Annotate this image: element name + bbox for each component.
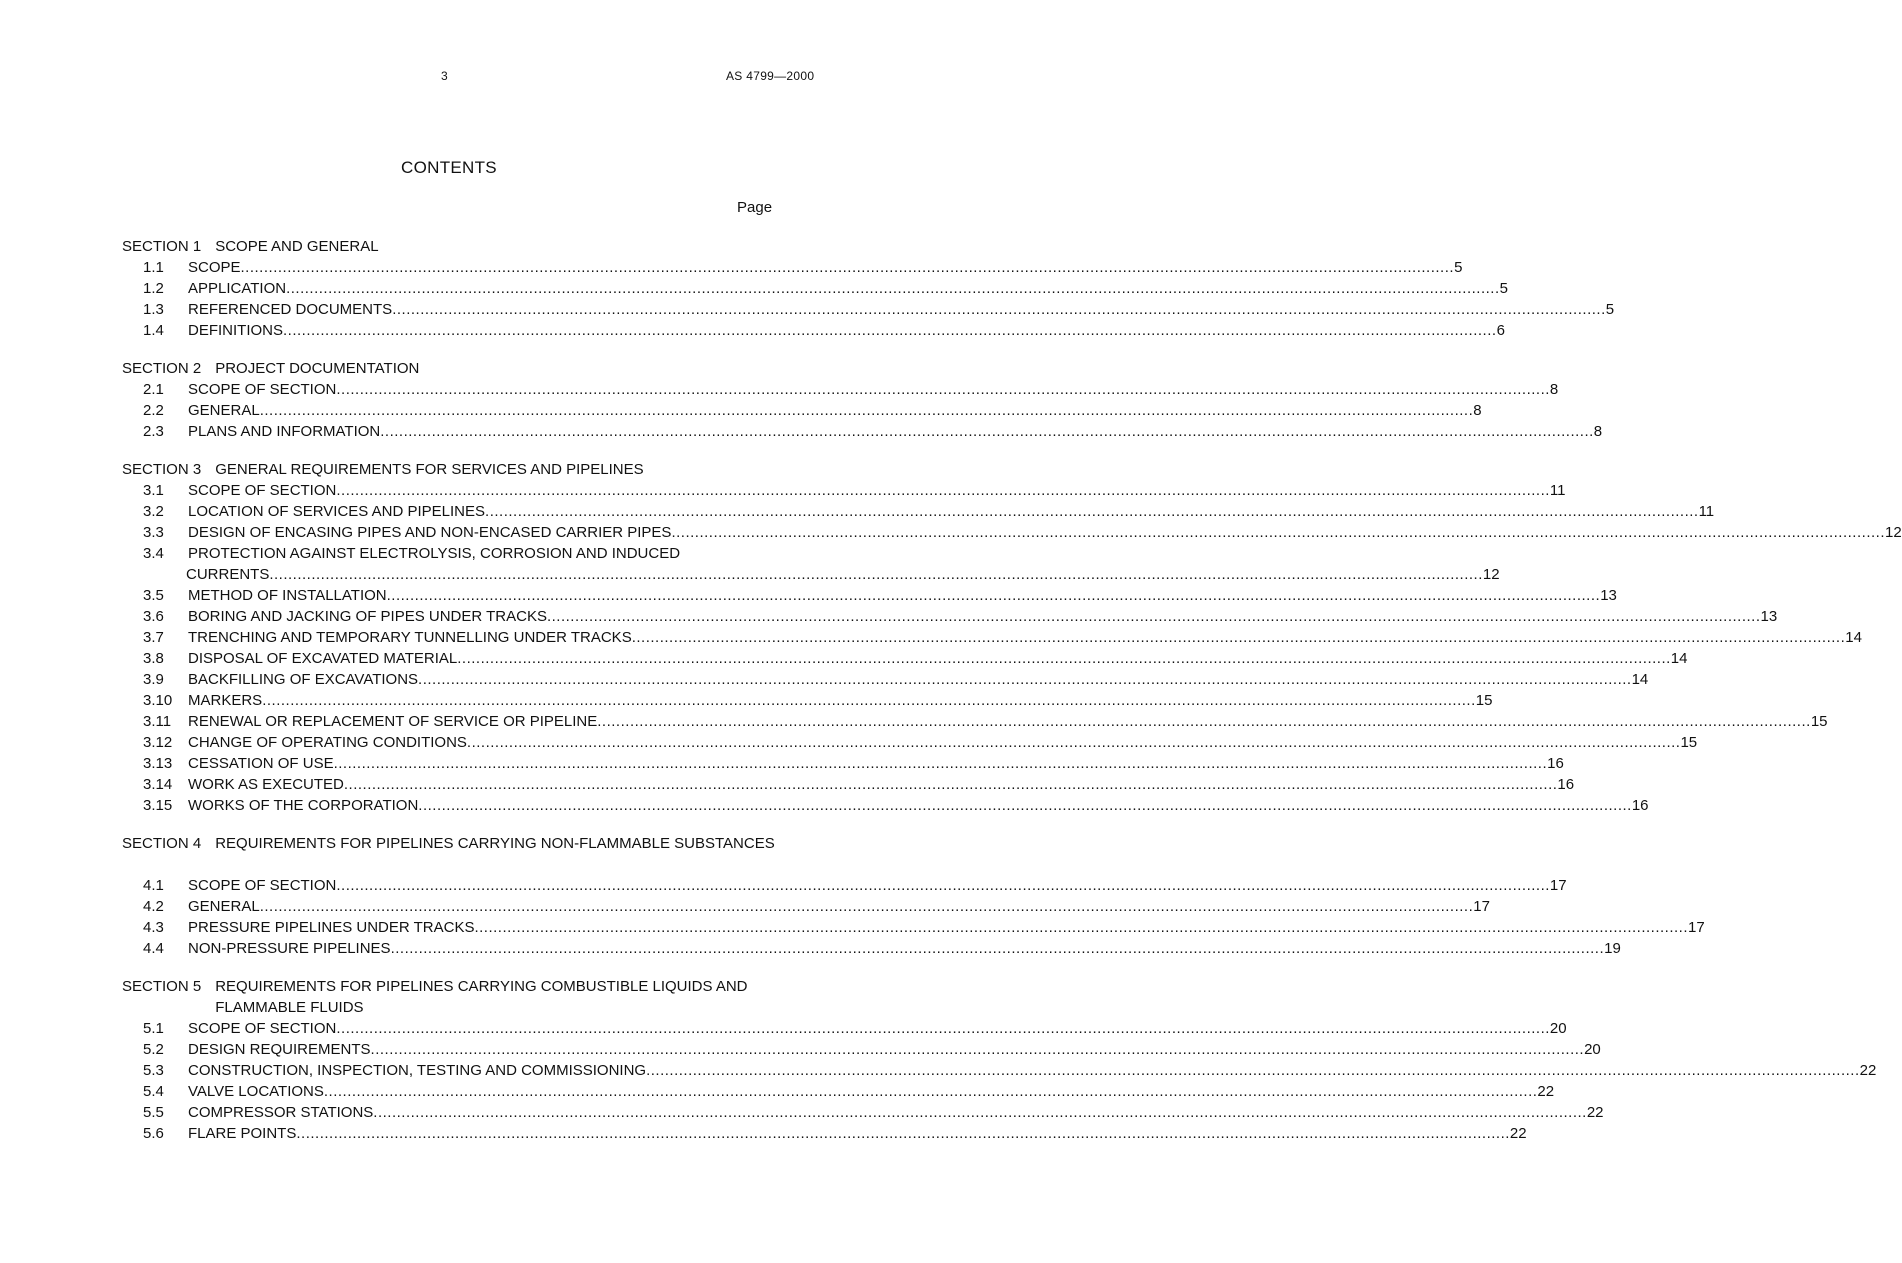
entry-page: 6 [1496, 322, 1505, 339]
leader-dots: .................................................................................................................................................................................................................................................................... [240, 259, 1455, 276]
entry-page: 11 [1698, 503, 1715, 520]
entry-label-continued: CURRENTS [186, 566, 270, 583]
entry-page: 8 [1593, 423, 1603, 440]
entry-label: MARKERS [188, 692, 263, 709]
entry-page: 12 [1884, 524, 1902, 541]
entry-page: 15 [1680, 734, 1698, 751]
leader-dots: .................................................................................................................................................................................................................................................................... [418, 671, 1632, 688]
toc-entry [143, 379, 1559, 400]
section-title: REQUIREMENTS FOR PIPELINES CARRYING COMBUSTIBLE LIQUIDS AND FLAMMABLE FLUIDS [215, 978, 748, 1016]
toc-section [122, 236, 1615, 341]
entry-body [188, 1081, 1555, 1102]
entry-body [188, 711, 1828, 732]
entry-label: DESIGN REQUIREMENTS [188, 1041, 371, 1058]
leader-dots: .................................................................................................................................................................................................................................................................... [373, 1104, 1587, 1121]
section-label: SECTION 1 [122, 238, 202, 255]
entry-page: 20 [1549, 1020, 1567, 1037]
toc-entry [143, 795, 1649, 816]
entry-page: 5 [1499, 280, 1508, 297]
toc-section [122, 358, 1603, 442]
standard-designation: AS 4799—2000 [726, 69, 815, 83]
entry-body [188, 1060, 1877, 1081]
leader-dots: .................................................................................................................................................................................................................................................................... [336, 877, 1550, 894]
entry-body [188, 1102, 1604, 1123]
entry-body [188, 917, 1705, 938]
entry-body [188, 690, 1493, 711]
section-title: SCOPE AND GENERAL [215, 238, 379, 255]
entry-label: GENERAL [188, 898, 260, 915]
entry-label: SCOPE [188, 259, 241, 276]
toc-entry [143, 711, 1828, 732]
entry-page: 17 [1688, 919, 1705, 936]
toc-entry [143, 896, 1490, 917]
entry-label: BACKFILLING OF EXCAVATIONS [188, 671, 419, 688]
entry-label: DEFINITIONS [188, 322, 284, 339]
entry-body [188, 400, 1482, 421]
leader-dots: .................................................................................................................................................................................................................................................................... [671, 524, 1885, 541]
entry-label: FLARE POINTS [188, 1125, 297, 1142]
toc-entry [143, 606, 1778, 627]
toc-entry [143, 480, 1566, 501]
toc-entry [143, 875, 1567, 896]
leader-dots: .................................................................................................................................................................................................................................................................... [418, 797, 1632, 814]
entry-page: 14 [1845, 629, 1862, 646]
entry-label: GENERAL [188, 402, 260, 419]
entry-label: SCOPE OF SECTION [188, 1020, 337, 1037]
entry-number: 4.1 [143, 877, 164, 894]
page-column-label: Page [737, 199, 773, 216]
leader-dots: .................................................................................................................................................................................................................................................................... [336, 482, 1550, 499]
toc-entry [143, 690, 1493, 711]
leader-dots: .................................................................................................................................................................................................................................................................... [323, 1083, 1538, 1100]
toc-entry [143, 543, 1500, 585]
leader-dots: .................................................................................................................................................................................................................................................................... [485, 503, 1699, 520]
entry-label: DESIGN OF ENCASING PIPES AND NON-ENCASED CARRIER PIPES [188, 524, 672, 541]
entry-number: 4.3 [143, 919, 164, 936]
entry-page: 15 [1475, 692, 1493, 709]
leader-dots: .................................................................................................................................................................................................................................................................... [259, 898, 1474, 915]
entry-number: 3.6 [143, 608, 164, 625]
entry-page: 17 [1473, 898, 1490, 915]
entry-number: 2.2 [143, 402, 164, 419]
entry-page: 19 [1604, 940, 1621, 957]
leader-dots: .................................................................................................................................................................................................................................................................... [343, 776, 1558, 793]
entry-page: 14 [1631, 671, 1649, 688]
entry-number: 5.6 [143, 1125, 164, 1142]
toc-entry [143, 1081, 1555, 1102]
entry-body [188, 522, 1902, 543]
entry-page: 14 [1670, 650, 1688, 667]
toc-entry [143, 669, 1649, 690]
entry-page: 20 [1584, 1041, 1601, 1058]
leader-dots: .................................................................................................................................................................................................................................................................... [283, 322, 1497, 339]
toc-entry [143, 320, 1505, 341]
toc-entry [143, 648, 1688, 669]
entry-label: PLANS AND INFORMATION [188, 423, 381, 440]
entry-page: 22 [1586, 1104, 1604, 1121]
entry-label: SCOPE OF SECTION [188, 877, 337, 894]
entry-body [188, 1123, 1527, 1144]
entry-label: NON-PRESSURE PIPELINES [188, 940, 391, 957]
entry-body [188, 299, 1615, 320]
entry-body [188, 875, 1567, 896]
leader-dots: .................................................................................................................................................................................................................................................................... [269, 566, 1483, 583]
leader-dots: .................................................................................................................................................................................................................................................................... [370, 1041, 1585, 1058]
leader-dots: .................................................................................................................................................................................................................................................................... [333, 755, 1548, 772]
leader-dots: .................................................................................................................................................................................................................................................................... [597, 713, 1811, 730]
entry-page: 16 [1557, 776, 1575, 793]
entry-number: 3.15 [143, 797, 173, 814]
section-heading [122, 236, 842, 257]
entry-page: 22 [1859, 1062, 1877, 1079]
entry-label: PROTECTION AGAINST ELECTROLYSIS, CORROSION AND INDUCED [188, 545, 681, 562]
entry-number: 3.10 [143, 692, 173, 709]
entry-label: WORK AS EXECUTED [188, 776, 344, 793]
entry-body [188, 732, 1698, 753]
entry-body [188, 480, 1566, 501]
toc-entry [143, 1018, 1567, 1039]
toc-entry [143, 1123, 1527, 1144]
entry-label: SCOPE OF SECTION [188, 482, 337, 499]
toc-entry [143, 732, 1698, 753]
entry-number: 3.12 [143, 734, 173, 751]
entry-continuation [186, 564, 1500, 585]
entry-page: 5 [1454, 259, 1463, 276]
leader-dots: .................................................................................................................................................................................................................................................................... [286, 280, 1500, 297]
entry-number: 5.1 [143, 1020, 164, 1037]
entry-number: 5.2 [143, 1041, 164, 1058]
entry-body [188, 1039, 1601, 1060]
entry-body [188, 1018, 1567, 1039]
entry-number: 3.4 [143, 545, 164, 562]
entry-page: 8 [1549, 381, 1559, 398]
section-heading [122, 358, 842, 379]
entry-label: APPLICATION [188, 280, 287, 297]
section-title: REQUIREMENTS FOR PIPELINES CARRYING NON-FLAMMABLE SUBSTANCES [215, 835, 775, 852]
section-title: GENERAL REQUIREMENTS FOR SERVICES AND PIPELINES [215, 461, 644, 478]
entry-label: WORKS OF THE CORPORATION [188, 797, 419, 814]
entry-number: 3.2 [143, 503, 164, 520]
toc-entry [143, 1060, 1877, 1081]
entry-number: 1.1 [143, 259, 164, 276]
entry-label: CESSATION OF USE [188, 755, 334, 772]
entry-body [188, 501, 1715, 522]
leader-dots: .................................................................................................................................................................................................................................................................... [546, 608, 1761, 625]
toc-entry [143, 421, 1603, 442]
entry-page: 5 [1605, 301, 1615, 318]
leader-dots: .................................................................................................................................................................................................................................................................... [386, 587, 1601, 604]
entry-body [188, 320, 1505, 341]
entry-body [188, 257, 1463, 278]
section-label: SECTION 3 [122, 461, 202, 478]
entry-number: 4.4 [143, 940, 164, 957]
section-label: SECTION 5 [122, 978, 202, 995]
leader-dots: .................................................................................................................................................................................................................................................................... [336, 381, 1550, 398]
toc-entry [143, 774, 1575, 795]
leader-dots: .................................................................................................................................................................................................................................................................... [474, 919, 1689, 936]
entry-label: VALVE LOCATIONS [188, 1083, 324, 1100]
entry-body [188, 606, 1778, 627]
toc-section [122, 459, 1902, 816]
section-title: PROJECT DOCUMENTATION [215, 360, 420, 377]
table-of-contents [122, 236, 1902, 1161]
entry-page: 22 [1537, 1083, 1555, 1100]
entry-number: 1.3 [143, 301, 164, 318]
entry-label: CONSTRUCTION, INSPECTION, TESTING AND COMMISSIONING [188, 1062, 647, 1079]
entry-label: TRENCHING AND TEMPORARY TUNNELLING UNDER TRACKS [188, 629, 632, 646]
entry-body [188, 627, 1862, 648]
entry-body [188, 379, 1559, 400]
entry-number: 2.1 [143, 381, 164, 398]
toc-section [122, 833, 1705, 959]
leader-dots: .................................................................................................................................................................................................................................................................... [457, 650, 1671, 667]
entry-label: LOCATION OF SERVICES AND PIPELINES [188, 503, 486, 520]
entry-body [188, 795, 1649, 816]
entry-body [188, 585, 1617, 606]
entry-label: COMPRESSOR STATIONS [188, 1104, 374, 1121]
entry-number: 3.13 [143, 755, 173, 772]
entry-page: 17 [1549, 877, 1567, 894]
entry-label: BORING AND JACKING OF PIPES UNDER TRACKS [188, 608, 547, 625]
entry-label: PRESSURE PIPELINES UNDER TRACKS [188, 919, 475, 936]
toc-entry [143, 1102, 1604, 1123]
section-label: SECTION 4 [122, 835, 202, 852]
toc-entry [143, 938, 1621, 959]
page-number: 3 [441, 69, 448, 83]
section-heading [122, 976, 842, 1018]
section-heading [122, 459, 842, 480]
entry-number: 3.9 [143, 671, 164, 688]
entry-body [188, 421, 1603, 442]
toc-entry [143, 1039, 1601, 1060]
entry-number: 3.1 [143, 482, 164, 499]
entry-body [188, 896, 1490, 917]
entry-label: CHANGE OF OPERATING CONDITIONS [188, 734, 467, 751]
entry-body [188, 278, 1508, 299]
entry-page: 16 [1631, 797, 1649, 814]
leader-dots: .................................................................................................................................................................................................................................................................... [262, 692, 1476, 709]
entry-number: 3.5 [143, 587, 164, 604]
section-heading [122, 833, 842, 875]
entry-page: 16 [1547, 755, 1564, 772]
leader-dots: .................................................................................................................................................................................................................................................................... [646, 1062, 1860, 1079]
entry-number: 1.4 [143, 322, 164, 339]
entry-label: METHOD OF INSTALLATION [188, 587, 387, 604]
entry-number: 5.4 [143, 1083, 164, 1100]
entry-number: 3.11 [143, 713, 172, 730]
toc-entry [143, 278, 1508, 299]
toc-entry [143, 299, 1615, 320]
toc-section [122, 976, 1877, 1144]
leader-dots: .................................................................................................................................................................................................................................................................... [390, 940, 1605, 957]
entry-page: 13 [1600, 587, 1617, 604]
entry-number: 1.2 [143, 280, 164, 297]
entry-body [188, 938, 1621, 959]
leader-dots: .................................................................................................................................................................................................................................................................... [336, 1020, 1550, 1037]
entry-number: 5.5 [143, 1104, 164, 1121]
entry-number: 3.7 [143, 629, 164, 646]
leader-dots: .................................................................................................................................................................................................................................................................... [259, 402, 1474, 419]
entry-number: 3.14 [143, 776, 173, 793]
entry-label: DISPOSAL OF EXCAVATED MATERIAL [188, 650, 458, 667]
entry-page: 15 [1810, 713, 1828, 730]
toc-entry [143, 257, 1463, 278]
entry-page: 11 [1549, 482, 1566, 499]
leader-dots: .................................................................................................................................................................................................................................................................... [380, 423, 1594, 440]
leader-dots: .................................................................................................................................................................................................................................................................... [392, 301, 1606, 318]
entry-page: 8 [1473, 402, 1482, 419]
entry-body [188, 753, 1564, 774]
toc-entry [143, 501, 1715, 522]
entry-number: 3.3 [143, 524, 164, 541]
entry-number: 5.3 [143, 1062, 164, 1079]
entry-label: SCOPE OF SECTION [188, 381, 337, 398]
toc-entry [143, 522, 1902, 543]
section-label: SECTION 2 [122, 360, 202, 377]
toc-entry [143, 585, 1617, 606]
toc-entry [143, 753, 1564, 774]
entry-page: 22 [1509, 1125, 1527, 1142]
entry-page: 13 [1760, 608, 1778, 625]
leader-dots: .................................................................................................................................................................................................................................................................... [631, 629, 1846, 646]
toc-entry [143, 627, 1862, 648]
toc-entry [143, 917, 1705, 938]
entry-label: REFERENCED DOCUMENTS [188, 301, 393, 318]
entry-wrapped [186, 543, 1500, 585]
entry-number: 3.8 [143, 650, 164, 667]
entry-body [188, 648, 1688, 669]
entry-body [188, 669, 1649, 690]
entry-body [188, 774, 1575, 795]
entry-number: 4.2 [143, 898, 164, 915]
toc-entry [143, 400, 1482, 421]
entry-number: 2.3 [143, 423, 164, 440]
contents-title: CONTENTS [401, 158, 497, 177]
entry-page: 12 [1482, 566, 1500, 583]
entry-label: RENEWAL OR REPLACEMENT OF SERVICE OR PIPELINE [188, 713, 598, 730]
leader-dots: .................................................................................................................................................................................................................................................................... [296, 1125, 1510, 1142]
leader-dots: .................................................................................................................................................................................................................................................................... [466, 734, 1681, 751]
